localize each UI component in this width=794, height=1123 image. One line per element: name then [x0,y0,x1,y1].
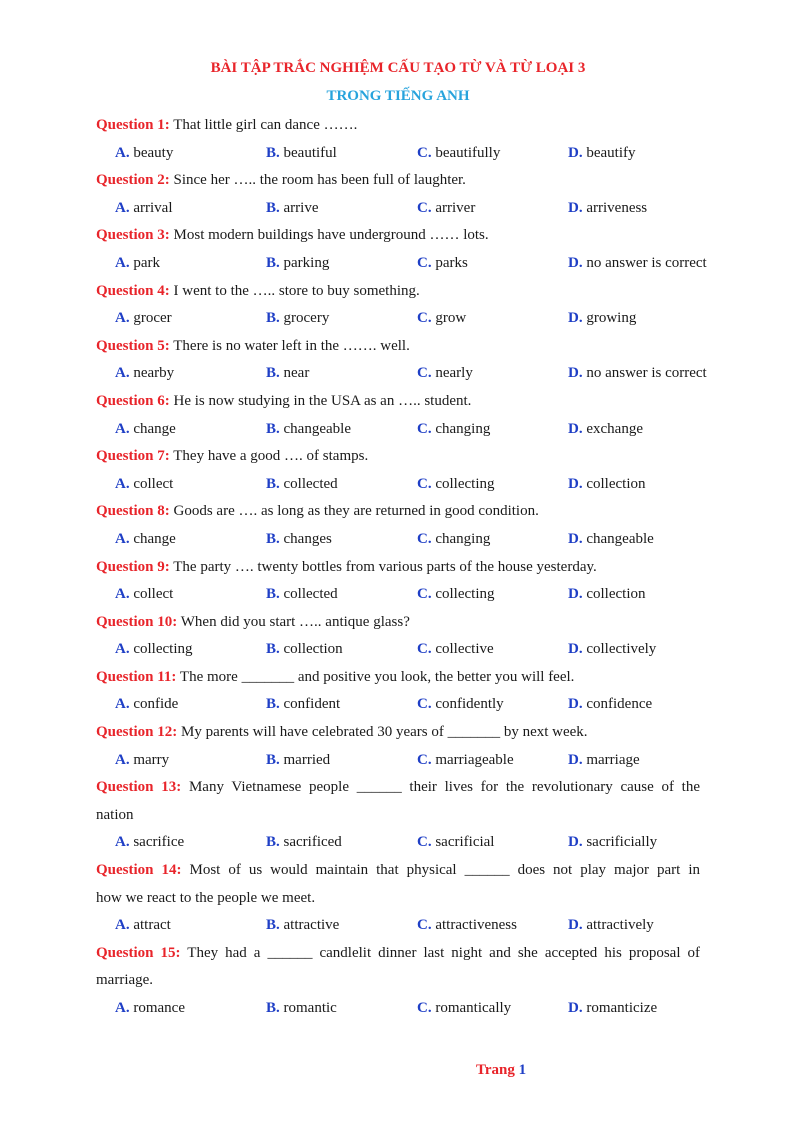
option-text: collecting [435,586,495,603]
question-text: That little girl can dance ……. [173,117,358,133]
option-letter: B. [266,834,280,851]
answer-option-d[interactable] [568,829,657,857]
option-text: confidently [435,696,504,713]
question-text: My parents will have celebrated 30 years of _______ by next week. [181,724,588,741]
question-line [96,167,700,195]
question-label: Question 3: [96,227,170,244]
option-letter: D. [568,475,583,492]
question-text: The party …. twenty bottles from various parts of the house yesterday. [173,558,597,575]
option-text: growing [586,310,637,327]
question-text-continued: how we react to the people we meet. [96,889,316,906]
option-text: change [133,530,176,547]
answer-options [96,636,700,664]
option-text: parking [283,254,330,271]
option-letter: C. [417,1000,432,1016]
option-letter: B. [266,530,280,547]
option-text: marriageable [435,751,514,768]
answer-option-a[interactable] [115,250,160,278]
question-5 [96,333,707,388]
option-text: changes [283,530,332,547]
option-letter: B. [266,199,280,216]
option-letter: D. [568,1000,583,1016]
answer-option-d[interactable] [568,995,657,1023]
question-12 [96,719,700,774]
answer-option-c[interactable] [417,140,500,168]
option-text: arriveness [586,199,648,216]
question-line [96,333,700,361]
option-letter: D. [568,254,583,271]
option-text: romance [133,1000,185,1016]
option-letter: B. [266,144,280,161]
answer-option-c[interactable] [417,829,494,857]
answer-option-c[interactable] [417,581,495,609]
option-text: confide [133,696,179,713]
answer-options [96,526,700,554]
answer-option-a[interactable] [115,829,184,857]
option-letter: B. [266,586,280,603]
answer-option-c[interactable] [417,526,490,554]
question-line [96,112,700,140]
option-text: sacrifice [133,834,185,851]
option-text: collect [133,475,174,492]
question-15 [96,940,700,1023]
option-letter: D. [568,530,583,547]
question-line [96,388,700,416]
option-text: changeable [283,420,351,437]
option-text: nearly [435,365,473,382]
option-letter: C. [417,475,432,492]
answer-option-d[interactable] [568,416,643,444]
option-letter: C. [417,254,432,271]
answer-option-a[interactable] [115,416,176,444]
question-label: Question 8: [96,503,170,520]
option-letter: C. [417,199,432,216]
answer-option-b[interactable] [266,995,337,1023]
option-letter: D. [568,310,583,327]
answer-option-d[interactable] [568,305,636,333]
question-line [96,222,700,250]
question-label: Question 9: [96,558,170,575]
question-label: Question 12: [96,724,178,741]
answer-option-c[interactable] [417,636,494,664]
option-letter: D. [568,586,583,603]
option-letter: A. [115,641,130,658]
answer-option-c[interactable] [417,305,466,333]
option-text: beauty [133,144,174,161]
option-letter: D. [568,144,583,161]
option-letter: B. [266,365,280,382]
option-text: exchange [586,420,643,437]
option-letter: A. [115,365,130,382]
option-letter: C. [417,530,432,547]
option-text: marry [133,751,170,768]
option-text: married [283,751,331,768]
answer-option-b[interactable] [266,747,330,775]
option-letter: B. [266,696,280,713]
question-8 [96,498,700,553]
option-text: changeable [586,530,654,547]
option-letter: A. [115,834,130,851]
option-letter: C. [417,365,432,382]
answer-options [96,829,700,857]
answer-option-c[interactable] [417,250,468,278]
option-text: collectively [586,641,657,658]
option-text: collected [283,475,338,492]
question-list [96,112,707,1023]
option-text: sacrificial [435,834,495,851]
answer-option-a[interactable] [115,305,172,333]
answer-option-a[interactable] [115,691,178,719]
option-text: collected [283,586,338,603]
answer-option-c[interactable] [417,471,495,499]
option-text: changing [435,420,491,437]
question-text: Most of us would maintain that physical ______ does not play major part in [189,862,700,879]
option-letter: B. [266,917,280,934]
option-letter: B. [266,420,280,437]
option-text: sacrificially [586,834,658,851]
question-4 [96,278,700,333]
question-text-continued: marriage. [96,972,154,989]
question-line [96,940,700,968]
question-line [96,443,700,471]
question-text: The more _______ and positive you look, the better you will feel. [179,668,575,685]
answer-option-b[interactable] [266,691,340,719]
answer-option-c[interactable] [417,416,490,444]
answer-option-c[interactable] [417,995,511,1023]
option-text: near [283,365,310,382]
option-letter: C. [417,420,432,437]
option-letter: D. [568,917,583,934]
answer-option-a[interactable] [115,140,173,168]
question-3 [96,222,707,277]
option-letter: C. [417,586,432,603]
answer-options [96,195,700,223]
option-text: no answer is correct [586,365,707,382]
answer-options [96,581,700,609]
question-label: Question 7: [96,448,170,465]
option-text: attractive [283,917,340,934]
option-letter: A. [115,310,130,327]
answer-option-b[interactable] [266,912,339,940]
question-10 [96,609,700,664]
option-text: collecting [435,475,495,492]
option-letter: A. [115,751,130,768]
option-letter: C. [417,696,432,713]
question-line [96,278,700,306]
question-label: Question 4: [96,282,170,299]
answer-option-b[interactable] [266,250,329,278]
answer-options [96,471,700,499]
question-text: Most modern buildings have underground …… lots. [173,227,489,244]
question-text: I went to the ….. store to buy something. [173,282,420,299]
option-text: marriage [586,751,640,768]
answer-option-b[interactable] [266,471,338,499]
option-text: confident [283,696,341,713]
page-footer [476,1062,526,1079]
question-label: Question 6: [96,392,170,409]
option-text: collective [435,641,494,658]
option-letter: C. [417,310,432,327]
option-text: arriver [435,199,476,216]
option-letter: C. [417,641,432,658]
option-letter: C. [417,917,432,934]
footer-page-word: Trang [476,1062,515,1078]
answer-option-d[interactable] [568,195,647,223]
option-text: nearby [133,365,175,382]
option-text: arrive [283,199,319,216]
option-letter: A. [115,254,130,271]
question-11 [96,664,700,719]
answer-option-d[interactable] [568,250,707,278]
option-letter: D. [568,751,583,768]
answer-options [96,747,700,775]
option-text: grocery [283,310,330,327]
option-text: sacrificed [283,834,342,851]
option-text: attract [133,917,171,934]
option-letter: D. [568,696,583,713]
option-text: romanticize [586,1000,658,1016]
option-letter: B. [266,475,280,492]
option-letter: A. [115,530,130,547]
answer-option-a[interactable] [115,471,173,499]
question-line [96,719,700,747]
option-letter: A. [115,696,130,713]
answer-option-d[interactable] [568,912,654,940]
answer-options [96,140,700,168]
question-14 [96,857,700,940]
option-text: confidence [586,696,653,713]
answer-option-c[interactable] [417,195,475,223]
answer-option-b[interactable] [266,526,332,554]
answer-option-d[interactable] [568,471,646,499]
question-label: Question 13: [96,779,182,796]
option-text: beautifully [435,144,501,161]
option-letter: D. [568,641,583,658]
answer-option-b[interactable] [266,360,309,388]
answer-option-c[interactable] [417,747,514,775]
option-letter: B. [266,751,280,768]
question-label: Question 2: [96,172,170,189]
option-text: park [133,254,160,271]
document-subtitle: TRONG TIẾNG ANH [326,88,470,104]
option-letter: C. [417,834,432,851]
question-text: There is no water left in the ……. well. [173,337,410,354]
question-6 [96,388,700,443]
answer-option-a[interactable] [115,526,176,554]
option-letter: D. [568,420,583,437]
option-letter: B. [266,254,280,271]
question-7 [96,443,700,498]
question-2 [96,167,700,222]
answer-option-a[interactable] [115,995,185,1023]
answer-option-c[interactable] [417,912,517,940]
question-label: Question 11: [96,668,177,685]
option-letter: B. [266,310,280,327]
option-letter: A. [115,1000,130,1016]
option-text: collecting [133,641,193,658]
option-letter: A. [115,199,130,216]
question-9 [96,554,700,609]
answer-option-b[interactable] [266,581,338,609]
question-label: Question 10: [96,613,178,630]
answer-option-d[interactable] [568,360,707,388]
option-letter: D. [568,834,583,851]
option-text: romantically [435,1000,512,1016]
option-text: no answer is correct [586,254,707,271]
answer-options [96,416,700,444]
answer-option-b[interactable] [266,140,337,168]
document-title: BÀI TẬP TRẮC NGHIỆM CẤU TẠO TỪ VÀ TỪ LOẠI 3 [210,60,586,76]
answer-option-a[interactable] [115,581,173,609]
question-line [96,554,700,582]
option-text: collect [133,586,174,603]
question-1 [96,112,700,167]
question-text: He is now studying in the USA as an ….. student. [173,392,472,409]
question-text: Since her ….. the room has been full of laughter. [173,172,466,189]
answer-option-d[interactable] [568,581,646,609]
answer-options [96,250,707,278]
option-letter: B. [266,641,280,658]
question-text: They had a ______ candlelit dinner last night and she accepted his proposal of [187,944,701,961]
question-text: Goods are …. as long as they are returned in good condition. [173,503,539,520]
question-line [96,857,700,885]
option-letter: C. [417,751,432,768]
footer-page-number: 1 [518,1062,527,1078]
question-text-continued: nation [96,806,134,823]
answer-option-d[interactable] [568,691,652,719]
option-letter: D. [568,199,583,216]
answer-option-b[interactable] [266,305,329,333]
option-text: arrival [133,199,173,216]
answer-option-c[interactable] [417,691,504,719]
answer-option-b[interactable] [266,636,343,664]
answer-option-d[interactable] [568,526,654,554]
answer-option-b[interactable] [266,195,319,223]
question-line [96,498,700,526]
option-letter: A. [115,475,130,492]
answer-option-a[interactable] [115,360,174,388]
question-line [96,664,700,692]
option-letter: A. [115,144,130,161]
option-text: romantic [283,1000,337,1016]
question-13 [96,774,700,857]
answer-option-d[interactable] [568,747,640,775]
answer-option-c[interactable] [417,360,473,388]
answer-options [96,360,707,388]
question-label: Question 1: [96,117,170,133]
question-label: Question 15: [96,944,181,961]
option-text: changing [435,530,491,547]
option-text: beautify [586,144,636,161]
option-letter: A. [115,586,130,603]
option-text: collection [586,586,646,603]
answer-options [96,305,700,333]
question-text: They have a good …. of stamps. [173,448,369,465]
answer-option-a[interactable] [115,912,171,940]
question-text: When did you start ….. antique glass? [180,613,410,630]
answer-option-a[interactable] [115,636,193,664]
option-letter: A. [115,420,130,437]
option-letter: A. [115,917,130,934]
question-label: Question 14: [96,862,182,879]
answer-option-d[interactable] [568,140,636,168]
option-letter: B. [266,1000,280,1016]
answer-options [96,995,700,1023]
question-line [96,609,700,637]
answer-options [96,691,700,719]
question-line [96,774,700,802]
option-text: grow [435,310,467,327]
option-text: attractiveness [435,917,517,934]
option-text: grocer [133,310,172,327]
option-letter: C. [417,144,432,161]
answer-options [96,912,700,940]
option-text: parks [435,254,468,271]
answer-option-d[interactable] [568,636,656,664]
option-text: change [133,420,176,437]
option-text: beautiful [283,144,337,161]
answer-option-b[interactable] [266,829,342,857]
option-text: collection [586,475,646,492]
answer-option-a[interactable] [115,747,169,775]
question-label: Question 5: [96,337,170,354]
option-text: attractively [586,917,654,934]
answer-option-a[interactable] [115,195,172,223]
question-text: Many Vietnamese people ______ their lives for the revolutionary cause of the [188,779,701,796]
option-text: collection [283,641,343,658]
option-letter: D. [568,365,583,382]
answer-option-b[interactable] [266,416,351,444]
